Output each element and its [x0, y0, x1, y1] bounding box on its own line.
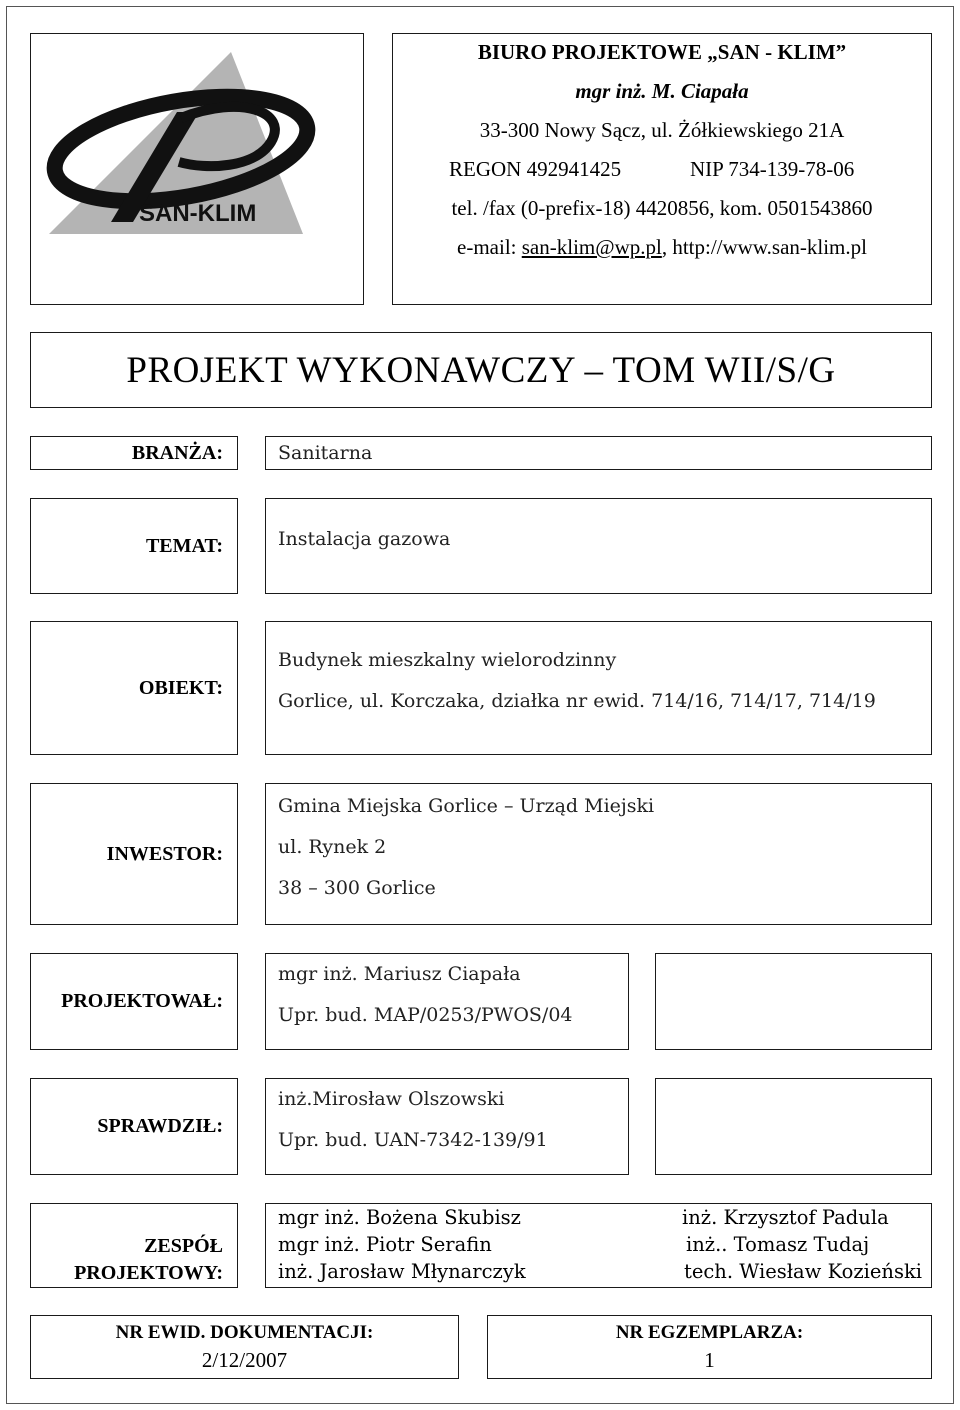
www-link[interactable]: , http://www.san-klim.pl: [661, 235, 867, 259]
zespol-label: [30, 1203, 238, 1288]
nr-egz-box: [487, 1315, 932, 1379]
temat-text: Instalacja gazowa: [278, 528, 451, 550]
nr-ewid-box: [30, 1315, 459, 1379]
obiekt-value: [265, 621, 932, 755]
projektowal-line-2: Upr. bud. MAP/0253/PWOS/04: [278, 1004, 573, 1026]
zespol-value: [265, 1203, 932, 1288]
company-tel: tel. /fax (0-prefix-18) 4420856, kom. 0501543860: [451, 196, 873, 220]
obiekt-label: OBIEKT:: [30, 621, 238, 755]
team-member: tech. Wiesław Kozieński: [684, 1260, 923, 1283]
inwestor-value: [265, 783, 932, 925]
obiekt-line-2: Gorlice, ul. Korczaka, działka nr ewid. 714/16, 714/17, 714/19: [278, 690, 876, 712]
logo-text: SAN-KLIM: [139, 200, 257, 227]
logo-box: [30, 33, 364, 305]
temat-label: TEMAT:: [30, 498, 238, 594]
company-info-box: [392, 33, 932, 305]
branza-label: BRANŻA:: [30, 436, 238, 470]
company-contact: [393, 235, 931, 260]
nr-ewid-label: NR EWID. DOKUMENTACJI:: [115, 1322, 374, 1343]
sprawdzil-signature-box: [655, 1078, 932, 1175]
email-link[interactable]: san-klim@wp.pl: [521, 235, 662, 259]
projektowal-signature-box: [655, 953, 932, 1050]
zespol-label-2: PROJEKTOWY:: [74, 1262, 223, 1284]
inwestor-line-3: 38 – 300 Gorlice: [278, 877, 436, 899]
sprawdzil-label: SPRAWDZIŁ:: [30, 1078, 238, 1175]
company-nip: NIP 734-139-78-06: [690, 157, 855, 181]
email-label: e-mail:: [457, 235, 522, 259]
team-member: mgr inż. Bożena Skubisz: [278, 1206, 521, 1229]
nr-egz-value: 1: [704, 1348, 715, 1372]
projektowal-label: PROJEKTOWAŁ:: [30, 953, 238, 1050]
company-name: BIURO PROJEKTOWE „SAN - KLIM”: [477, 40, 847, 64]
sprawdzil-line-2: Upr. bud. UAN-7342-139/91: [278, 1129, 548, 1151]
inwestor-line-1: Gmina Miejska Gorlice – Urząd Miejski: [278, 795, 655, 817]
company-regon: REGON 492941425: [449, 157, 622, 181]
obiekt-line-1: Budynek mieszkalny wielorodzinny: [278, 649, 617, 671]
team-member: mgr inż. Piotr Serafin: [278, 1233, 492, 1256]
branza-value: [265, 436, 932, 470]
projektowal-line-1: mgr inż. Mariusz Ciapała: [278, 963, 521, 985]
projektowal-value: [265, 953, 629, 1050]
san-klim-logo: [31, 34, 361, 302]
team-member: inż. Krzysztof Padula: [682, 1206, 889, 1229]
company-person: mgr inż. M. Ciapała: [575, 79, 749, 103]
inwestor-line-2: ul. Rynek 2: [278, 836, 387, 858]
zespol-label-1: ZESPÓŁ: [144, 1235, 223, 1257]
temat-value: [265, 498, 932, 594]
inwestor-label: INWESTOR:: [30, 783, 238, 925]
nr-egz-label: NR EGZEMPLARZA:: [615, 1322, 804, 1343]
project-title: PROJEKT WYKONAWCZY – TOM WII/S/G: [30, 332, 932, 408]
sprawdzil-value: [265, 1078, 629, 1175]
team-member: inż.. Tomasz Tudaj: [686, 1233, 870, 1256]
team-member: inż. Jarosław Młynarczyk: [278, 1260, 526, 1283]
company-address: 33-300 Nowy Sącz, ul. Żółkiewskiego 21A: [479, 118, 845, 142]
branza-text: Sanitarna: [278, 442, 373, 464]
nr-ewid-value: 2/12/2007: [201, 1348, 288, 1372]
sprawdzil-line-1: inż.Mirosław Olszowski: [278, 1088, 505, 1110]
